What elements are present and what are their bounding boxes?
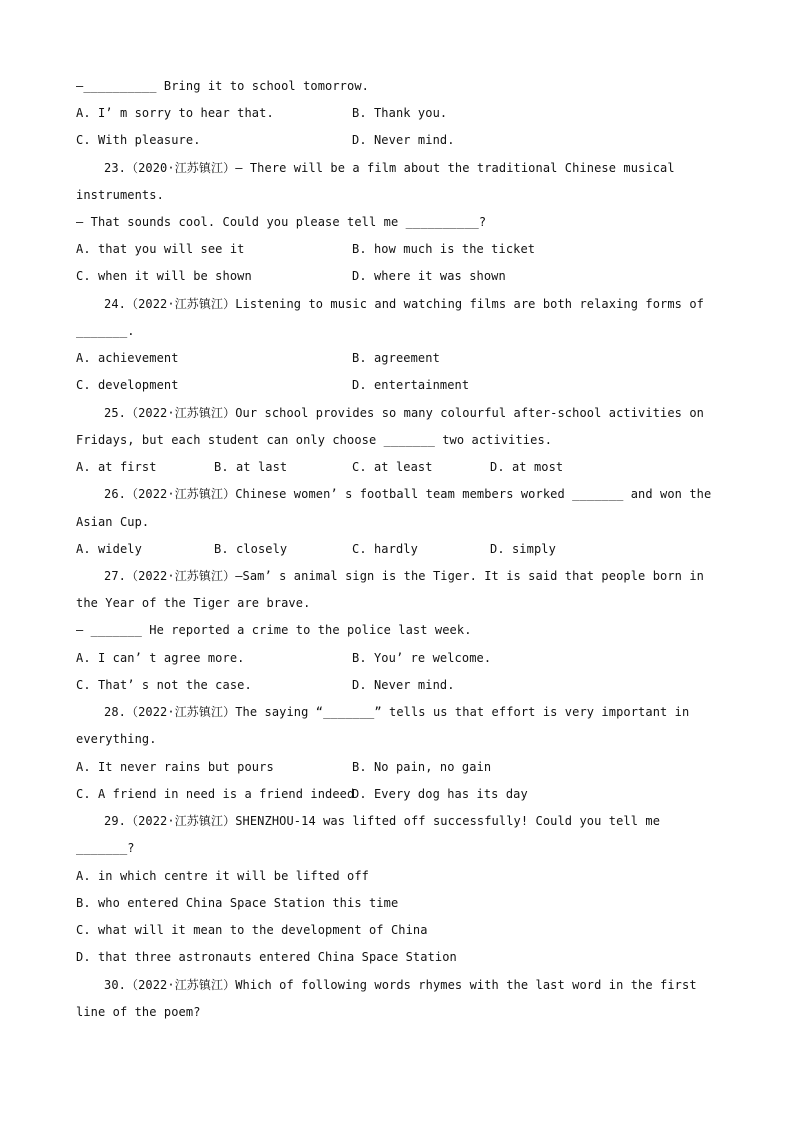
question-23-reply: — That sounds cool. Could you please tell me __________? (76, 215, 487, 229)
option-c: C. what will it mean to the development of China (76, 923, 428, 937)
option-d: D. at most (490, 460, 564, 474)
option-d: D. Never mind. (352, 133, 455, 147)
question-24: 24.（2022·江苏镇江）Listening to music and watching films are both relaxing forms of (104, 297, 704, 311)
option-a: A. I can’ t agree more. (76, 651, 245, 665)
option-b: B. closely (214, 542, 288, 556)
question-25-cont: Fridays, but each student can only choose _______ two activities. (76, 433, 553, 447)
option-d: D. simply (490, 542, 556, 556)
option-c: C. That’ s not the case. (76, 678, 252, 692)
option-a: A. achievement (76, 351, 179, 365)
option-a: A. that you will see it (76, 242, 245, 256)
option-b: B. who entered China Space Station this time (76, 896, 399, 910)
option-b: B. You’ re welcome. (352, 651, 492, 665)
option-c: C. hardly (352, 542, 418, 556)
option-a: A. in which centre it will be lifted off (76, 869, 369, 883)
question-23: 23.（2020·江苏镇江）— There will be a film about the traditional Chinese musical (104, 161, 675, 175)
option-b: B. Thank you. (352, 106, 448, 120)
option-b: B. agreement (352, 351, 440, 365)
option-b: B. at last (214, 460, 288, 474)
option-c: C. when it will be shown (76, 269, 252, 283)
question-26-cont: Asian Cup. (76, 515, 150, 529)
option-d: D. where it was shown (352, 269, 506, 283)
question-30-cont: line of the poem? (76, 1005, 201, 1019)
option-d: D. Never mind. (352, 678, 455, 692)
question-25: 25.（2022·江苏镇江）Our school provides so many colourful after-school activities on (104, 406, 704, 420)
option-b: B. how much is the ticket (352, 242, 536, 256)
question-28-cont: everything. (76, 732, 157, 746)
question-29-cont: _______? (76, 841, 135, 855)
option-b: B. No pain, no gain (352, 760, 492, 774)
question-27-cont: the Year of the Tiger are brave. (76, 596, 311, 610)
question-29: 29.（2022·江苏镇江）SHENZHOU-14 was lifted off successfully! Could you tell me (104, 814, 661, 828)
option-d: D. that three astronauts entered China Space Station (76, 950, 457, 964)
question-23-cont: instruments. (76, 188, 164, 202)
option-c: C. A friend in need is a friend indeed (76, 787, 355, 801)
option-d: D. Every dog has its day (352, 787, 528, 801)
question-28: 28.（2022·江苏镇江）The saying “_______” tells us that effort is very important in (104, 705, 690, 719)
option-a: A. I’ m sorry to hear that. (76, 106, 274, 120)
question-24-cont: _______. (76, 324, 135, 338)
option-a: A. It never rains but pours (76, 760, 274, 774)
question-27-reply: — _______ He reported a crime to the police last week. (76, 623, 472, 637)
question-26: 26.（2022·江苏镇江）Chinese women’ s football team members worked _______ and won the (104, 487, 712, 501)
option-a: A. at first (76, 460, 157, 474)
option-c: C. at least (352, 460, 433, 474)
option-a: A. widely (76, 542, 142, 556)
option-c: C. development (76, 378, 179, 392)
question-30: 30.（2022·江苏镇江）Which of following words rhymes with the last word in the first (104, 978, 697, 992)
answer-line: —__________ Bring it to school tomorrow. (76, 79, 369, 93)
question-27: 27.（2022·江苏镇江）—Sam’ s animal sign is the Tiger. It is said that people born in (104, 569, 704, 583)
option-d: D. entertainment (352, 378, 470, 392)
option-c: C. With pleasure. (76, 133, 201, 147)
